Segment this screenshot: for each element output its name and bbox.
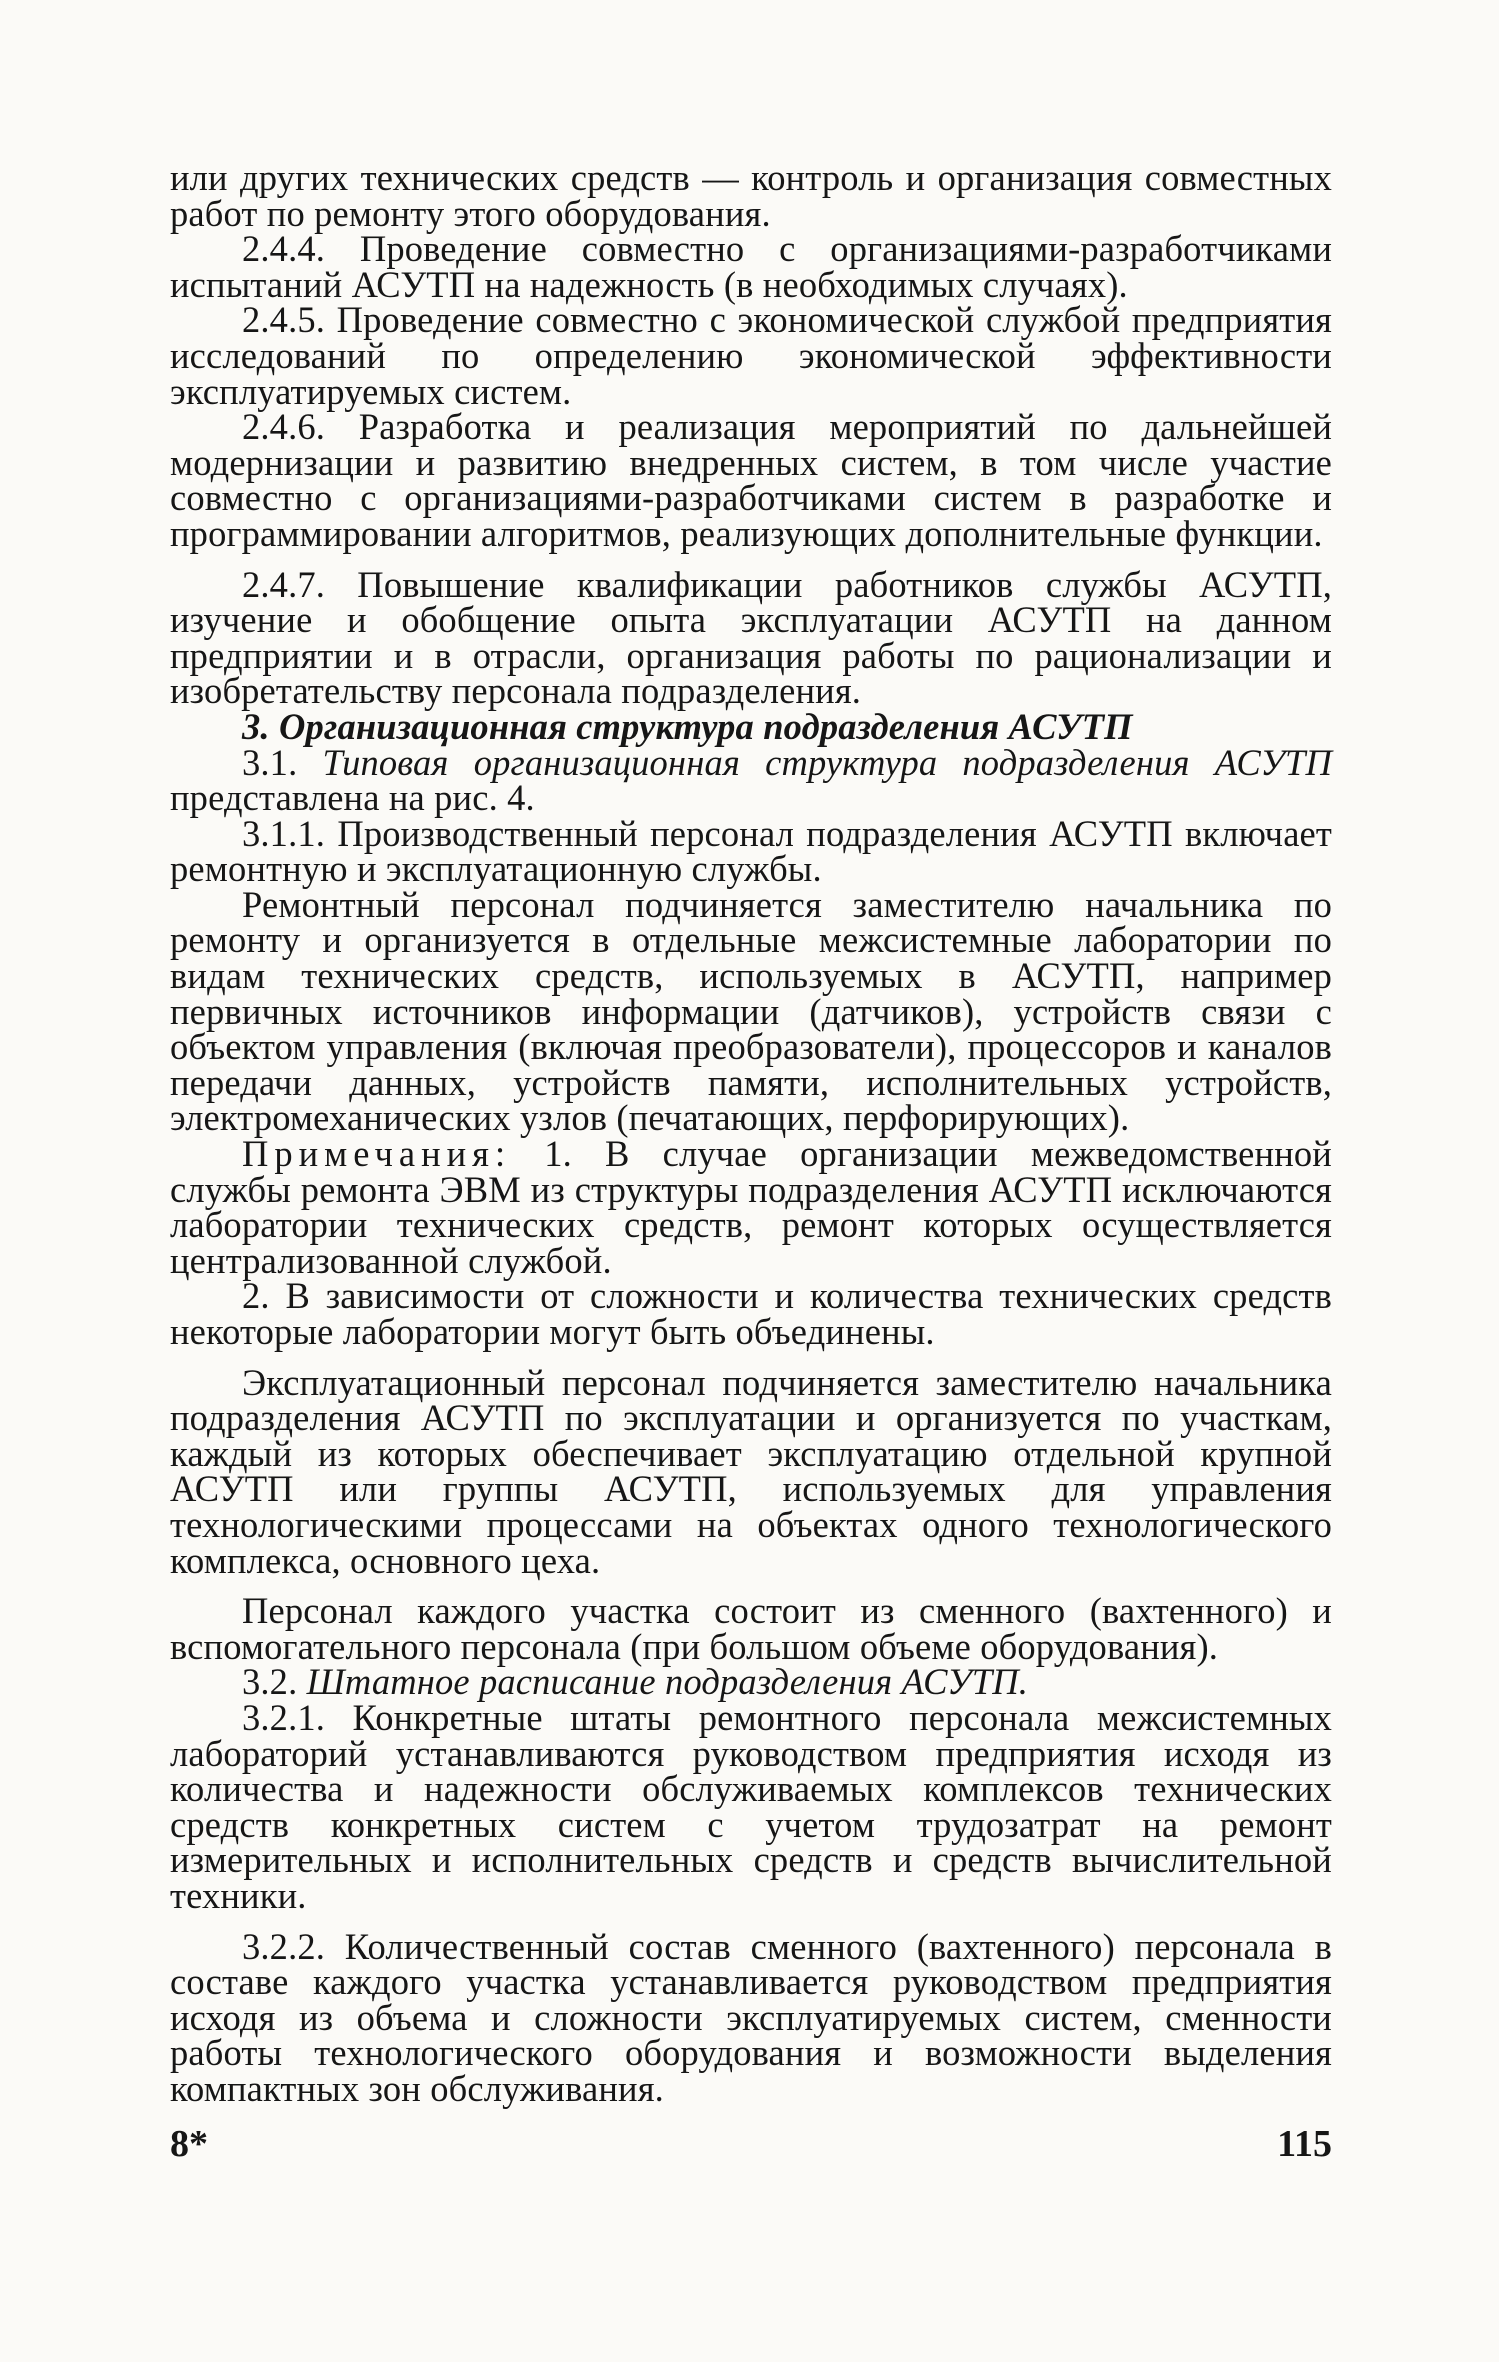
signature-mark: 8* bbox=[170, 2123, 208, 2165]
note-2: 2. В зависимости от сложности и количества технических средств некоторые лаборатории могут быть объединены. bbox=[170, 1275, 1332, 1352]
paragraph-3-1-1: 3.1.1. Производственный персонал подразделения АСУТП включает ремонтную и эксплуатационную службы. bbox=[170, 812, 1332, 890]
paragraph-2-4-6: 2.4.6. Разработка и реализация мероприятий по дальнейшей модернизации и развитию внедренных систем, в том числе участие совместно с организациями-разработчиками систем в разработке и программировании алгоритмов, реализующих дополнительные функции. bbox=[170, 406, 1332, 554]
paragraph-3-1-number: 3.1. bbox=[242, 741, 298, 783]
page-number: 115 bbox=[1277, 2123, 1332, 2165]
paragraph-continuation: или других технических средств — контроль и организация совместных работ по ремонту этого оборудования. bbox=[170, 157, 1332, 234]
paragraph-2-4-7: 2.4.7. Повышение квалификации работников службы АСУТП, изучение и обобщение опыта эксплуатации АСУТП на данном предприятии и в отрасли, организация работы по рационализации и изобретательству персонала подразделения. bbox=[170, 563, 1332, 712]
note-1-text: 1. В случае организации межведомственной службы ремонта ЭВМ из структуры подразделения АСУТП исключаются лаборатории технических средств, ремонт которых осуществляется централизованной службой. bbox=[170, 1133, 1332, 1281]
paragraph-3-2 bbox=[170, 1661, 1332, 1703]
paragraph-section-staff: Персонал каждого участка состоит из сменного (вахтенного) и вспомогательного персонала (при большом объеме оборудования). bbox=[170, 1590, 1332, 1667]
note-label: Примечания: bbox=[242, 1133, 512, 1175]
paragraph-2-4-4: 2.4.4. Проведение совместно с организациями-разработчиками испытаний АСУТП на надежность (в необходимых случаях). bbox=[170, 228, 1332, 305]
paragraph-3-1 bbox=[170, 741, 1332, 819]
paragraph-3-1-text: представлена на рис. 4. bbox=[170, 777, 535, 819]
paragraph-repair-staff: Ремонтный персонал подчиняется заместителю начальника по ремонту и организуется в отдельные межсистемные лаборатории по видам технических средств, используемых в АСУТП, например первичных источников информации (датчиков), устройств связи с объектом управления (включая преобразователи), процессоров и каналов передачи данных, устройств памяти, исполнительных устройств, электромеханических узлов (печатающих, перфорирующих). bbox=[170, 883, 1332, 1139]
paragraph-3-2-title: Штатное расписание подразделения АСУТП. bbox=[306, 1661, 1029, 1703]
body-text bbox=[170, 157, 1332, 2109]
section-heading-3: 3. Организационная структура подразделения АСУТП bbox=[242, 705, 1133, 747]
note-1 bbox=[170, 1133, 1332, 1281]
paragraph-3-2-2: 3.2.2. Количественный состав сменного (вахтенного) персонала в составе каждого участка устанавливается руководством предприятия исходя из объема и сложности эксплуатируемых систем, сменности работы технологического оборудования и возможности выделения компактных зон обслуживания. bbox=[170, 1925, 1332, 2109]
paragraph-operating-staff: Эксплуатационный персонал подчиняется заместителю начальника подразделения АСУТП по эксплуатации и организуется по участкам, каждый из которых обеспечивает эксплуатацию отдельной крупной АСУТП или группы АСУТП, используемых для управления технологическими процессами на объектах одного технологического комплекса, основного цеха. bbox=[170, 1361, 1332, 1581]
paragraph-3-2-1: 3.2.1. Конкретные штаты ремонтного персонала межсистемных лабораторий устанавливаются руководством предприятия исходя из количества и надежности обслуживаемых комплексов технических средств конкретных систем с учетом трудозатрат на ремонт измерительных и исполнительных средств и средств вычислительной техники. bbox=[170, 1696, 1332, 1916]
paragraph-3-1-title: Типовая организационная структура подразделения АСУТП bbox=[322, 741, 1332, 783]
document-page bbox=[170, 157, 1332, 2280]
paragraph-3-2-number: 3.2. bbox=[242, 1661, 298, 1703]
paragraph-2-4-5: 2.4.5. Проведение совместно с экономической службой предприятия исследований по определению экономической эффективности эксплуатируемых систем. bbox=[170, 299, 1332, 412]
